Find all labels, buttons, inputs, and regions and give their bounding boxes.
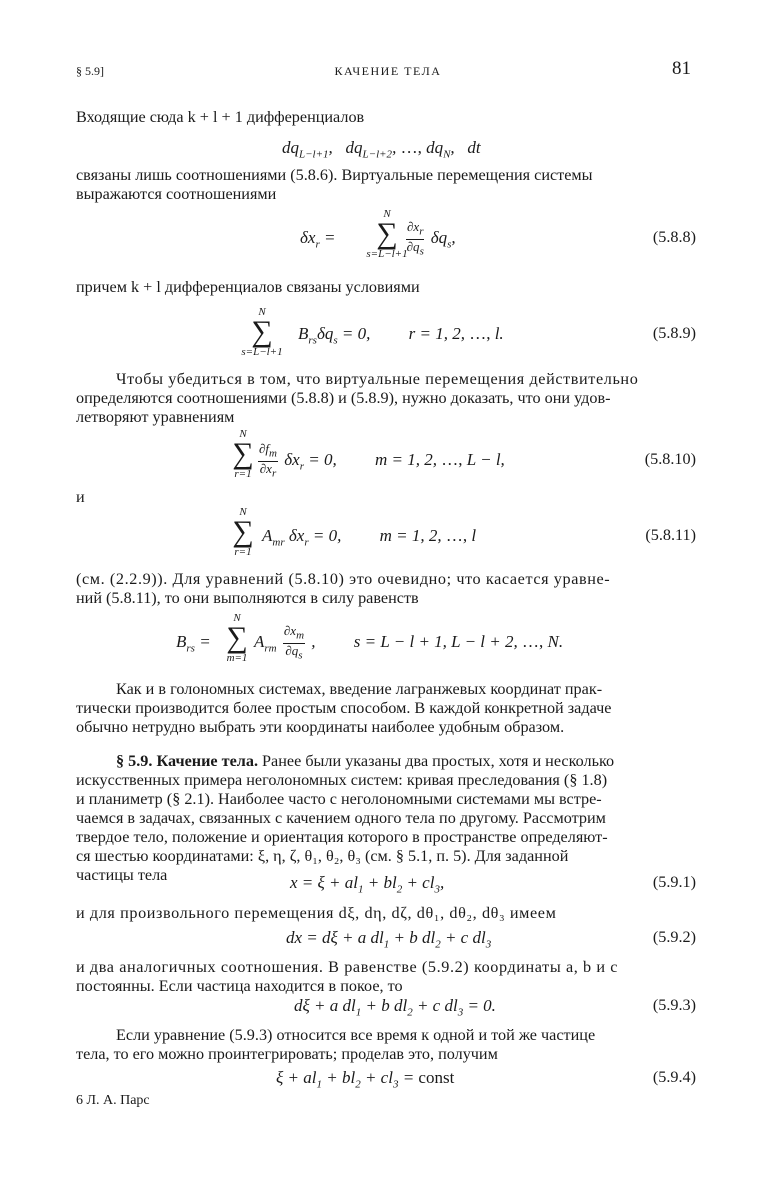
equation-number-5-8-10: (5.8.10) xyxy=(644,450,696,468)
paragraph-9-line-2: постоянны. Если частица находится в покое, то xyxy=(76,977,403,995)
paragraph-2-line-1: связаны лишь соотношениями (5.8.6). Виртуальные перемещения системы xyxy=(76,166,593,184)
paragraph-4-line-2: определяются соотношениями (5.8.8) и (5.8.9), нужно доказать, что они удов- xyxy=(76,389,611,407)
section-5-9-line-5: твердое тело, положение и ориентация которого в пространстве определяют- xyxy=(76,828,608,846)
paragraph-4-line-3: летворяют уравнениям xyxy=(76,408,235,426)
section-5-9-line-2: искусственных примера неголономных систем: кривая преследования (§ 1.8) xyxy=(76,771,608,789)
equation-number-5-8-9: (5.8.9) xyxy=(652,324,696,342)
equation-number-5-9-3: (5.9.3) xyxy=(652,996,696,1014)
book-page: § 5.9] КАЧЕНИЕ ТЕЛА 81 Входящие сюда k + l + 1 дифференциалов $dq_{L-l+1}$, $dq_{L-l+2}$, …, $dq_N$, dt связаны лишь соотношениями (5.8.6). Виртуальные перемещения системы выражаются соотношениями $\delta x_r$ = N ∑ s=L−l+1 $\frac{\partial x_r}{\partial q_s}$ $\delta q_s$, (5.8.8) причем k + l дифференциалов связаны условиями N ∑ s=L−l+1 $B_{rs}\delta q_s = 0$, r = 1, 2, …, l. (5.8.9) Чтобы убедиться в том, что виртуальные перемещения действительно определяются соотношениями (5.8.8) и (5.8.9), нужно доказать, что они удов- летворяют уравнениям N ∑ r=1 $\frac{\partial f_m}{\partial x_r}$ $\delta x_r = 0$, m = 1, 2, …, L − l, (5.8.10) и N ∑ r=1 $A_{mr}$ $\delta x_r = 0$, m = 1, 2, …, l (5.8.11) (см. (2.2.9)). Для уравнений (5.8.10) это очевидно; что касается уравне- ний (5.8.11), то они выполняются в силу равенств $B_{rs}$ = N ∑ m=1 $A_{rm}$ $\frac{\partial x_m}{\partial q_s}$ , s = L − l + 1, L − l + 2, …, N. Как и в голономных системах, введение лагранжевых координат прак- тически производится более простым способом. В каждой конкретной задаче обычно нетрудно выбрать эти координаты наиболее удобным образом. § 5.9. Качение тела. Ранее были указаны два простых, хотя и несколько искусственных примера неголономных систем: кривая преследования (§ 1.8) и планиметр (§ 2.1). Наиболее часто с неголономными системами мы встре- чаемся в задачах, связанных с качением одного тела по другому. Рассмотрим твердое тело, положение и ориентация которого в пространстве определяют- ся шестью координатами: ξ, η, ζ, θ₁, θ₂, θ₃ (см. § 5.1, п. 5). Для заданной частицы тела $x = \xi + al_1 + bl_2 + cl_3$, (5.9.1) и для произвольного перемещения dξ, dη, dζ, dθ₁, dθ₂, dθ₃ имеем dx = dξ + a $dl_1 + b$ $dl_2 + c$ $dl_3$ (5.9.2) и два аналогичных соотношения. В равенстве (5.9.2) координаты a, b и c постоянны. Если частица находится в покое, то dξ + a $dl_1 + b$ $dl_2 + c$ $dl_3 = 0$. (5.9.3) Если уравнение (5.9.3) относится все время к одной и той же частице тела, то его можно проинтегрировать; проделав это, получим $\xi + al_1 + bl_2 + cl_3$ = const (5.9.4) 6 Л. А. Парс xyxy=(0,0,776,1200)
paragraph-10-line-1: Если уравнение (5.9.3) относится все время к одной и той же частице xyxy=(116,1026,596,1044)
conjunction-and: и xyxy=(76,488,85,506)
section-5-9-line-1: § 5.9. Качение тела. Ранее были указаны два простых, хотя и несколько xyxy=(116,752,615,770)
section-5-9-line-3: и планиметр (§ 2.1). Наиболее часто с неголономными системами мы встре- xyxy=(76,790,602,808)
paragraph-10-line-2: тела, то его можно проинтегрировать; проделав это, получим xyxy=(76,1045,498,1063)
paragraph-3: причем k + l дифференциалов связаны условиями xyxy=(76,278,420,296)
section-5-9-line-7: частицы тела xyxy=(76,866,168,884)
printer-signature: 6 Л. А. Парс xyxy=(76,1093,150,1108)
running-title: КАЧЕНИЕ ТЕЛА xyxy=(334,64,442,78)
paragraph-4-line-1: Чтобы убедиться в том, что виртуальные перемещения действительно xyxy=(116,370,639,388)
paragraph-5-line-2: ний (5.8.11), то они выполняются в силу равенств xyxy=(76,589,419,607)
paragraph-9-line-1: и два аналогичных соотношения. В равенстве (5.9.2) координаты a, b и c xyxy=(76,958,619,976)
paragraph-6-line-2: тически производится более простым способом. В каждой конкретной задаче xyxy=(76,699,612,717)
page-number: 81 xyxy=(672,58,691,79)
paragraph-6-line-1: Как и в голономных системах, введение лагранжевых координат прак- xyxy=(116,680,603,698)
section-5-9-line-4: чаемся в задачах, связанных с качением одного тела по другому. Рассмотрим xyxy=(76,809,606,827)
equation-differentials: $dq_{L-l+1}$, $dq_{L-l+2}$, …, $dq_N$, dt xyxy=(282,138,481,161)
paragraph-6-line-3: обычно нетрудно выбрать эти координаты наиболее удобным образом. xyxy=(76,718,565,736)
equation-number-5-9-2: (5.9.2) xyxy=(652,928,696,946)
equation-number-5-9-4: (5.9.4) xyxy=(652,1068,696,1086)
paragraph-2-line-2: выражаются соотношениями xyxy=(76,185,277,203)
equation-number-5-9-1: (5.9.1) xyxy=(652,873,696,891)
paragraph-8: и для произвольного перемещения dξ, dη, dζ, dθ₁, dθ₂, dθ₃ имеем xyxy=(76,904,557,922)
section-5-9-line-6: ся шестью координатами: ξ, η, ζ, θ₁, θ₂, θ₃ (см. § 5.1, п. 5). Для заданной xyxy=(76,847,569,865)
equation-number-5-8-11: (5.8.11) xyxy=(645,526,696,544)
paragraph-1: Входящие сюда k + l + 1 дифференциалов xyxy=(76,108,365,126)
header-section-ref: § 5.9] xyxy=(76,64,104,78)
section-title: § 5.9. Качение тела. xyxy=(116,752,258,770)
paragraph-5-line-1: (см. (2.2.9)). Для уравнений (5.8.10) это очевидно; что касается уравне- xyxy=(76,570,611,588)
equation-number-5-8-8: (5.8.8) xyxy=(652,228,696,246)
